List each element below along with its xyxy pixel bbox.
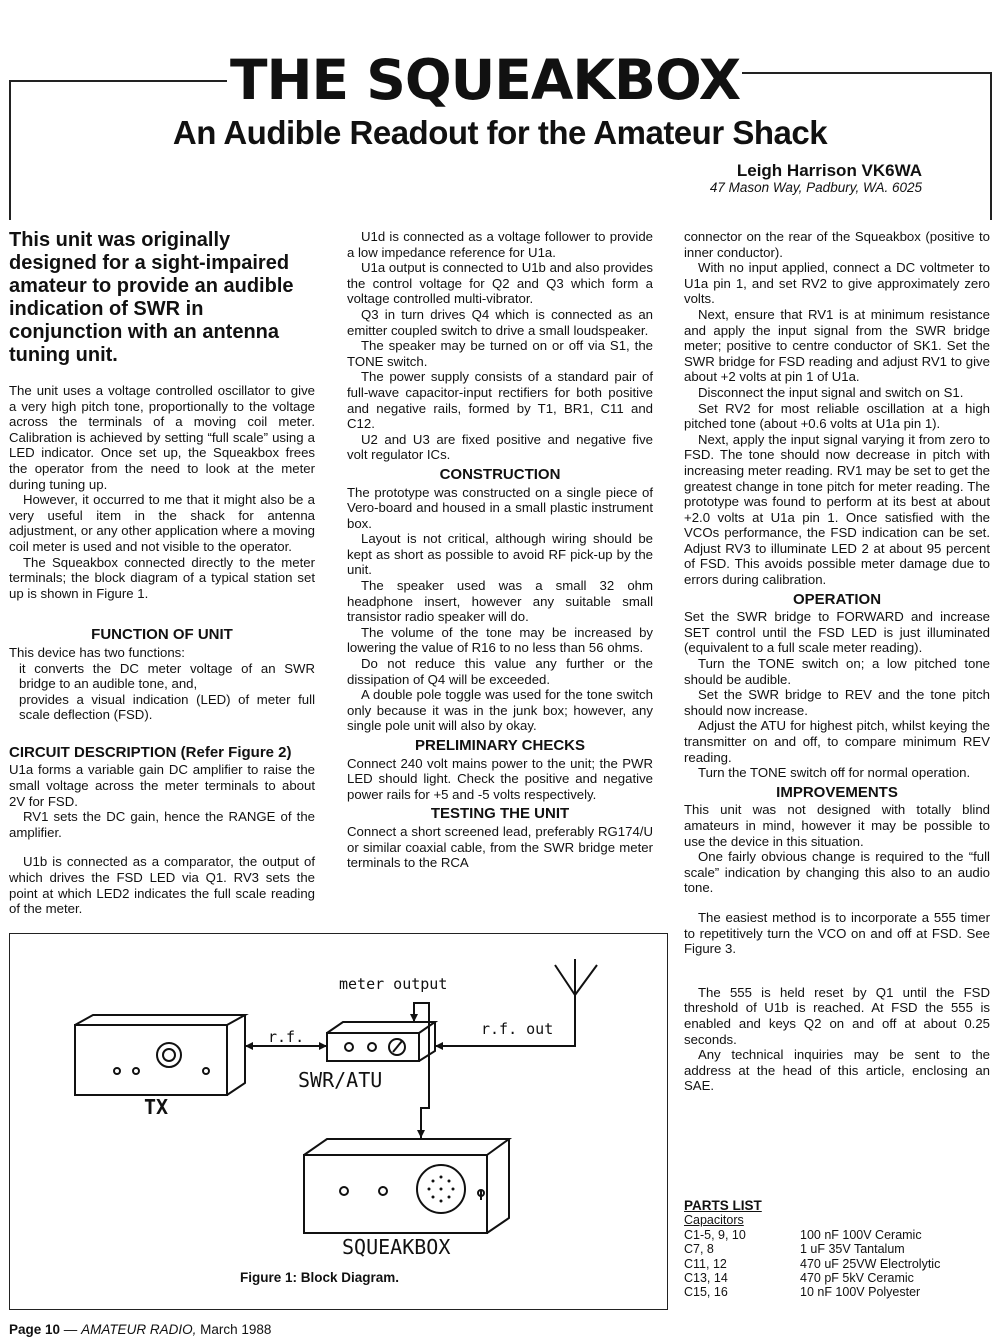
list-item: provides a visual indication (LED) of meter full scale deflection (FSD). bbox=[19, 691, 315, 723]
paragraph: Turn the TONE switch off for normal operation. bbox=[698, 765, 971, 781]
paragraph: Q3 in turn drives Q4 which is connected as an emitter coupled switch to drive a small loudspeaker. bbox=[347, 306, 653, 338]
paragraph: U2 and U3 are fixed positive and negative five volt regulator ICs. bbox=[347, 431, 653, 463]
section-heading-operation: OPERATION bbox=[792, 590, 882, 608]
table-row bbox=[684, 1228, 940, 1242]
page-footer bbox=[9, 1322, 271, 1337]
label-squeakbox: SQUEAKBOX bbox=[342, 1235, 451, 1259]
footer-magazine: AMATEUR RADIO, bbox=[81, 1322, 197, 1337]
lead-paragraph: This unit was originally designed for a sight-impaired amateur to provide an audible indication of SWR in conjunction with an antenna tuning unit. bbox=[9, 229, 294, 366]
paragraph: U1d is connected as a voltage follower to provide a low impedance reference for U1a. bbox=[347, 229, 653, 260]
meter-output-line bbox=[414, 1003, 429, 1138]
label-rf: r.f. bbox=[268, 1028, 305, 1046]
part-ref: C1-5, 9, 10 bbox=[684, 1227, 746, 1242]
squeakbox-speaker-grille bbox=[428, 1176, 455, 1203]
label-meter-output: meter output bbox=[339, 975, 448, 993]
article-subtitle: An Audible Readout for the Amateur Shack bbox=[172, 114, 828, 151]
paragraph: U1b is connected as a comparator, the output of which drives the FSD LED via Q1. RV3 sets the point at which LED2 indicates the full scale reading of the meter. bbox=[9, 854, 315, 917]
footer-dash: — bbox=[60, 1322, 82, 1337]
table-row bbox=[684, 1285, 940, 1299]
paragraph: The speaker may be turned on or off via S1, the TONE switch. bbox=[347, 338, 653, 369]
tx-transceiver bbox=[75, 1015, 245, 1095]
paragraph: connector on the rear of the Squeakbox (positive to inner conductor). bbox=[684, 229, 990, 260]
paragraph: The power supply consists of a standard pair of full-wave capacitor-input rectifiers for both positive and negative rails, formed by T1, BR1, C11 and C12. bbox=[347, 369, 653, 432]
antenna-icon bbox=[555, 959, 597, 995]
paragraph: Layout is not critical, although wiring should be kept as short as possible to avoid RF pick-up by the unit. bbox=[347, 531, 653, 578]
table-row bbox=[684, 1257, 940, 1271]
part-desc: 470 pF 5kV Ceramic bbox=[800, 1271, 914, 1286]
author-address: 47 Mason Way, Padbury, WA. 6025 bbox=[709, 180, 922, 195]
figure-caption: Figure 1: Block Diagram. bbox=[240, 1270, 400, 1285]
paragraph: The easiest method is to incorporate a 555 timer to repetitively turn the VCO on and off at FSD. See Figure 3. bbox=[684, 909, 990, 957]
paragraph: Connect 240 volt mains power to the unit; the PWR LED should light. Check the positive and negative power rails for +5 and -5 volts respectively. bbox=[347, 755, 653, 802]
paragraph: Do not reduce this value any further or the dissipation of Q4 will be exceeded. bbox=[347, 656, 653, 687]
paragraph: Any technical inquiries may be sent to the address at the head of this article, enclosing an SAE. bbox=[684, 1047, 990, 1094]
parts-list bbox=[684, 1199, 940, 1300]
article-title: THE SQUEAKBOX bbox=[230, 48, 741, 112]
squeakbox-unit bbox=[304, 1139, 509, 1233]
section-heading-preliminary: PRELIMINARY CHECKS bbox=[414, 737, 586, 754]
paragraph: The volume of the tone may be increased by lowering the value of R16 to no less than 56 ohms. bbox=[347, 624, 653, 656]
paragraph: The unit uses a voltage controlled oscillator to give a very high pitch tone, proportionally to the voltage across the terminals of a moving coil meter. Calibration is achieved by setting “full scale” using a LED indicator. Once set up, the Squeakbox frees the operator from the need to look at the meter during tuning up. bbox=[9, 383, 315, 492]
paragraph: The Squeakbox connected directly to the meter terminals; the block diagram of a typical station set up is shown in Figure 1. bbox=[9, 554, 315, 601]
part-desc: 100 nF 100V Ceramic bbox=[800, 1227, 922, 1242]
paragraph: The speaker used was a small 32 ohm headphone insert, however any suitable small transistor radio speaker will do. bbox=[347, 578, 653, 625]
list-item: it converts the DC meter voltage of an SWR bridge to an audible tone, and, bbox=[19, 660, 315, 692]
paragraph: Next, apply the input signal varying it from zero to FSD. The tone should now decrease in pitch with increasing meter reading. RV1 may be set to get the greatest change in tone pitch for meter reading. The prototype was found to perform at its best at about +2.0 volts at U1a pin 1. Once satisfied with the VCOs performance, the FSD indication can be set. Adjust RV3 to illuminate LED 2 at about 95 percent of FSD. This avoids possible meter damage due to errors during calibration. bbox=[684, 431, 990, 588]
section-heading-construction: CONSTRUCTION bbox=[439, 465, 561, 483]
part-desc: 10 nF 100V Polyester bbox=[800, 1285, 921, 1300]
paragraph: Turn the TONE switch on; a low pitched tone should be audible. bbox=[684, 656, 990, 687]
paragraph: Set the SWR bridge to FORWARD and increase SET control until the FSD LED is just illuminated (equivalent to a full scale meter reading). bbox=[684, 609, 990, 656]
paragraph: The 555 is held reset by Q1 until the FSD threshold of U1b is reached. At FSD the 555 is enabled and keys Q2 on and off at about 0.25 seconds. bbox=[684, 984, 990, 1047]
part-ref: C15, 16 bbox=[684, 1285, 728, 1300]
paragraph: With no input applied, connect a DC voltmeter to U1a pin 1, and set RV2 to give approximately zero volts. bbox=[684, 260, 990, 307]
table-row bbox=[684, 1271, 940, 1285]
section-heading-testing: TESTING THE UNIT bbox=[430, 805, 570, 823]
section-heading-function: FUNCTION OF UNIT bbox=[91, 626, 233, 644]
paragraph: This unit was not designed with totally blind amateurs in mind, however it may be possible to use the device in this situation. bbox=[684, 802, 990, 849]
paragraph: RV1 sets the DC gain, hence the RANGE of the amplifier. bbox=[9, 809, 315, 840]
section-heading-improvements: IMPROVEMENTS bbox=[776, 783, 898, 801]
paragraph: Next, ensure that RV1 is at minimum resistance and apply the input signal from the SWR bridge meter; positive to centre conductor of SK1. Set the SWR bridge for FSD reading and adjust RV1 to give about +2 volts at pin 1 of U1a. bbox=[684, 306, 990, 385]
part-desc: 470 uF 25VW Electrolytic bbox=[800, 1256, 941, 1271]
label-tx: TX bbox=[144, 1095, 169, 1119]
header-rule-right bbox=[742, 72, 992, 74]
paragraph: However, it occurred to me that it might also be a very useful item in the shack for antenna adjustment, or any other application where a moving coil meter is used and not visible to the operator. bbox=[9, 492, 315, 554]
column-1 bbox=[9, 229, 315, 917]
section-heading-circuit: CIRCUIT DESCRIPTION (Refer Figure 2) bbox=[9, 743, 292, 761]
paragraph: A double pole toggle was used for the tone switch only because it was in the junk box; however, any single pole unit will also by okay. bbox=[347, 687, 653, 734]
paragraph: The prototype was constructed on a single piece of Vero-board and housed in a small plastic instrument box. bbox=[347, 484, 653, 531]
paragraph: One fairly obvious change is required to the “full scale” indication by changing this also to an audio tone. bbox=[684, 849, 990, 896]
paragraph: Connect a short screened lead, preferably RG174/U or similar coaxial cable, from the SWR bridge meter terminals to the RCA bbox=[347, 823, 653, 871]
function-list bbox=[9, 661, 315, 723]
column-2 bbox=[347, 229, 653, 871]
column-3 bbox=[684, 229, 990, 1094]
paragraph: Set RV2 for most reliable oscillation at a high pitched tone (about +0.6 volts at U1a pin 1). bbox=[684, 400, 990, 432]
part-ref: C13, 14 bbox=[684, 1271, 728, 1286]
part-ref: C11, 12 bbox=[684, 1256, 727, 1271]
label-rf-out: r.f. out bbox=[481, 1020, 554, 1038]
paragraph: Disconnect the input signal and switch on S1. bbox=[698, 384, 964, 400]
parts-list-heading: PARTS LIST bbox=[684, 1198, 762, 1213]
footer-date: March 1988 bbox=[196, 1322, 272, 1337]
author-name: Leigh Harrison VK6WA bbox=[736, 161, 922, 180]
header-rule-left bbox=[9, 80, 227, 82]
paragraph: U1a forms a variable gain DC amplifier to raise the small voltage across the meter terminals to about 2V for FSD. bbox=[9, 762, 315, 809]
table-row bbox=[684, 1242, 940, 1256]
footer-page-number: Page 10 bbox=[9, 1322, 61, 1337]
part-ref: C7, 8 bbox=[684, 1242, 714, 1257]
parts-subheading-capacitors: Capacitors bbox=[684, 1213, 744, 1228]
swr-atu-unit bbox=[327, 1022, 435, 1061]
paragraph: Set the SWR bridge to REV and the tone pitch should now increase. bbox=[684, 687, 990, 718]
part-desc: 1 uF 35V Tantalum bbox=[800, 1242, 905, 1257]
label-swr-atu: SWR/ATU bbox=[298, 1068, 383, 1092]
paragraph: This device has two functions: bbox=[9, 644, 185, 660]
parts-table bbox=[684, 1228, 940, 1300]
paragraph: Adjust the ATU for highest pitch, whilst keying the transmitter on and off, to compare minimum REV reading. bbox=[684, 718, 990, 765]
paragraph: U1a output is connected to U1b and also provides the control voltage for Q2 and Q3 which form a voltage controlled multi-vibrator. bbox=[347, 260, 653, 307]
